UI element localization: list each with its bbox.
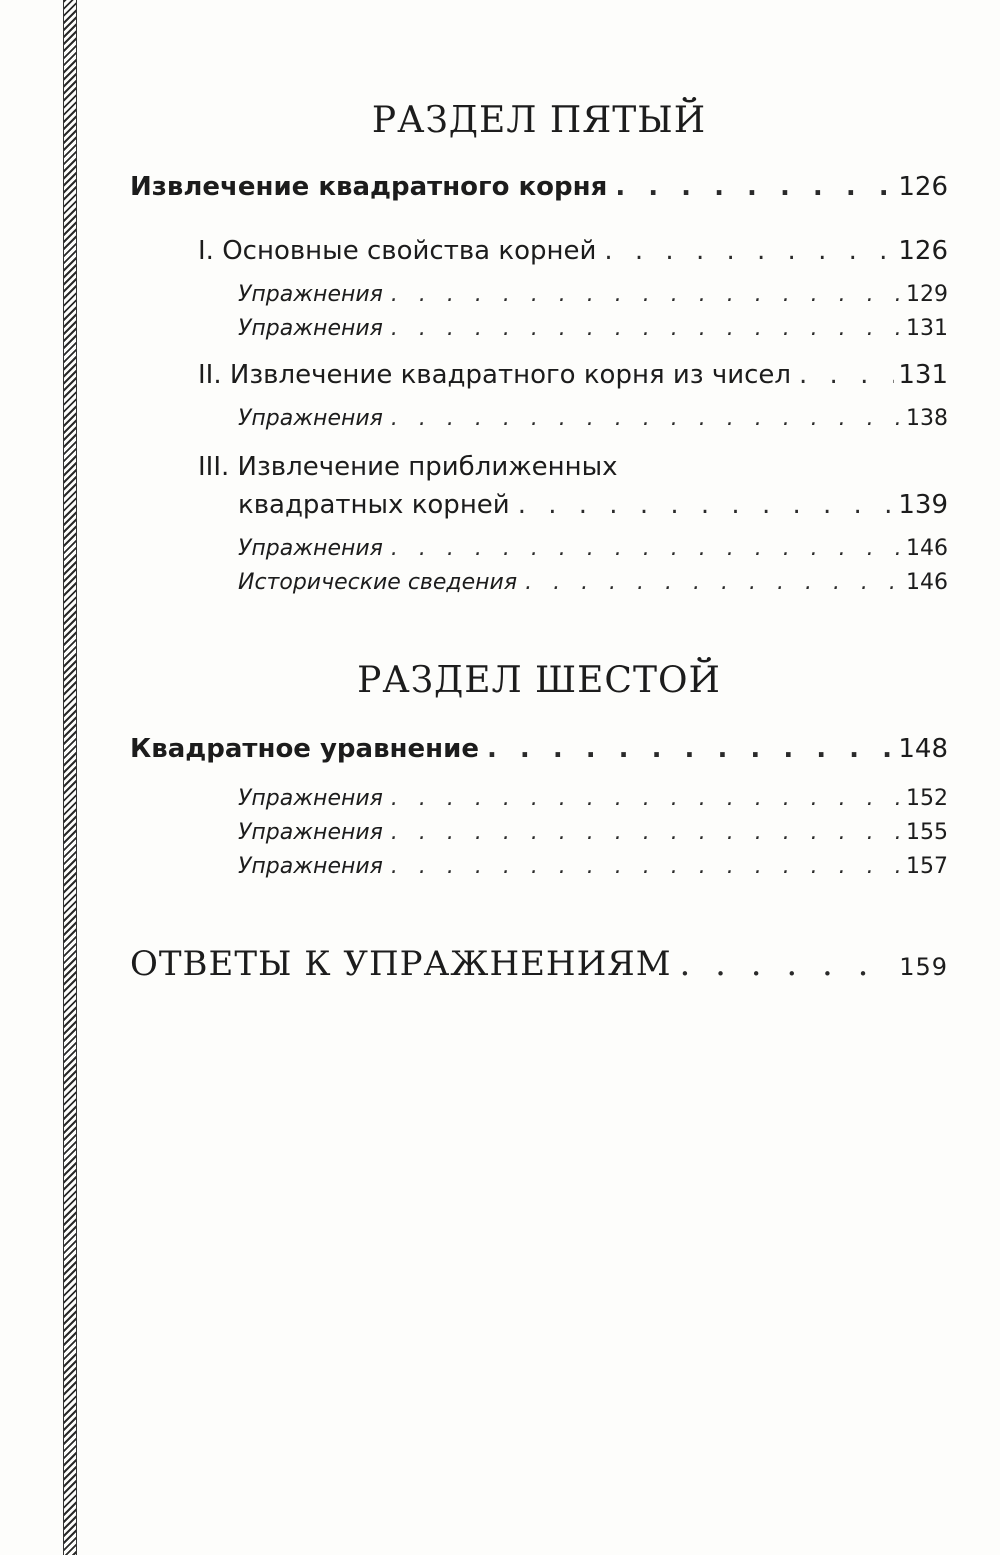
dot-leader [615,172,894,202]
toc-page-number: 126 [898,236,948,266]
toc-page-number: 139 [898,490,948,520]
toc-entry-square-root-of-numbers[interactable] [198,360,948,390]
toc-page-number: 157 [906,854,948,879]
dot-leader [391,786,902,811]
toc-entry-label: Упражнения [238,282,383,307]
toc-entry-label: Упражнения [238,536,383,561]
toc-entry-chapter-square-root[interactable] [130,172,948,202]
toc-page-number: 155 [906,820,948,845]
toc-entry-historical-notes[interactable] [238,570,948,595]
dot-leader [680,944,896,984]
toc-entry-exercises[interactable] [238,854,948,879]
dot-leader [391,316,902,341]
table-of-contents-page [130,0,948,1555]
toc-entry-label: Извлечение квадратного корня [130,172,608,202]
toc-entry-answers[interactable] [130,944,948,984]
toc-entry-exercises[interactable] [238,536,948,561]
toc-page-number: 138 [906,406,948,431]
toc-entry-label: II. Извлечение квадратного корня из чисел [198,360,792,390]
toc-entry-chapter-quadratic-equation[interactable] [130,734,948,764]
section-5-title: РАЗДЕЛ ПЯТЫЙ [371,100,707,141]
dot-leader [391,406,902,431]
toc-entry-label: Упражнения [238,820,383,845]
dot-leader [525,570,902,595]
toc-entry-label: Упражнения [238,406,383,431]
binding-edge [63,0,77,1555]
section-6-title: РАЗДЕЛ ШЕСТОЙ [357,660,721,701]
toc-entry-exercises[interactable] [238,282,948,307]
toc-entry-exercises[interactable] [238,786,948,811]
dot-leader [391,854,902,879]
toc-page-number: 146 [906,570,948,595]
toc-entry-root-properties[interactable] [198,236,948,266]
toc-page-number: 159 [899,953,948,981]
toc-page-number: 152 [906,786,948,811]
toc-entry-label: ОТВЕТЫ К УПРАЖНЕНИЯМ [130,944,672,984]
toc-entry-exercises[interactable] [238,316,948,341]
dot-leader [391,536,902,561]
toc-page-number: 129 [906,282,948,307]
toc-entry-label: Упражнения [238,316,383,341]
toc-entry-label: Упражнения [238,854,383,879]
toc-entry-label: Квадратное уравнение [130,734,479,764]
toc-entry-label: Упражнения [238,786,383,811]
toc-entry-approx-roots[interactable] [238,490,948,520]
toc-entry-label: I. Основные свойства корней [198,236,597,266]
toc-page-number: 126 [898,172,948,202]
toc-page-number: 131 [898,360,948,390]
dot-leader [518,490,895,520]
dot-leader [799,360,894,390]
toc-entry-exercises[interactable] [238,406,948,431]
toc-entry-label: Исторические сведения [238,570,518,595]
toc-page-number: 148 [898,734,948,764]
toc-entry-label: квадратных корней [238,490,510,520]
toc-entry-exercises[interactable] [238,820,948,845]
toc-page-number: 131 [906,316,948,341]
toc-page-number: 146 [906,536,948,561]
dot-leader [391,820,902,845]
dot-leader [391,282,902,307]
dot-leader [604,236,894,266]
toc-entry-approx-roots-line1[interactable]: III. Извлечение приближенных [198,452,618,482]
dot-leader [487,734,894,764]
